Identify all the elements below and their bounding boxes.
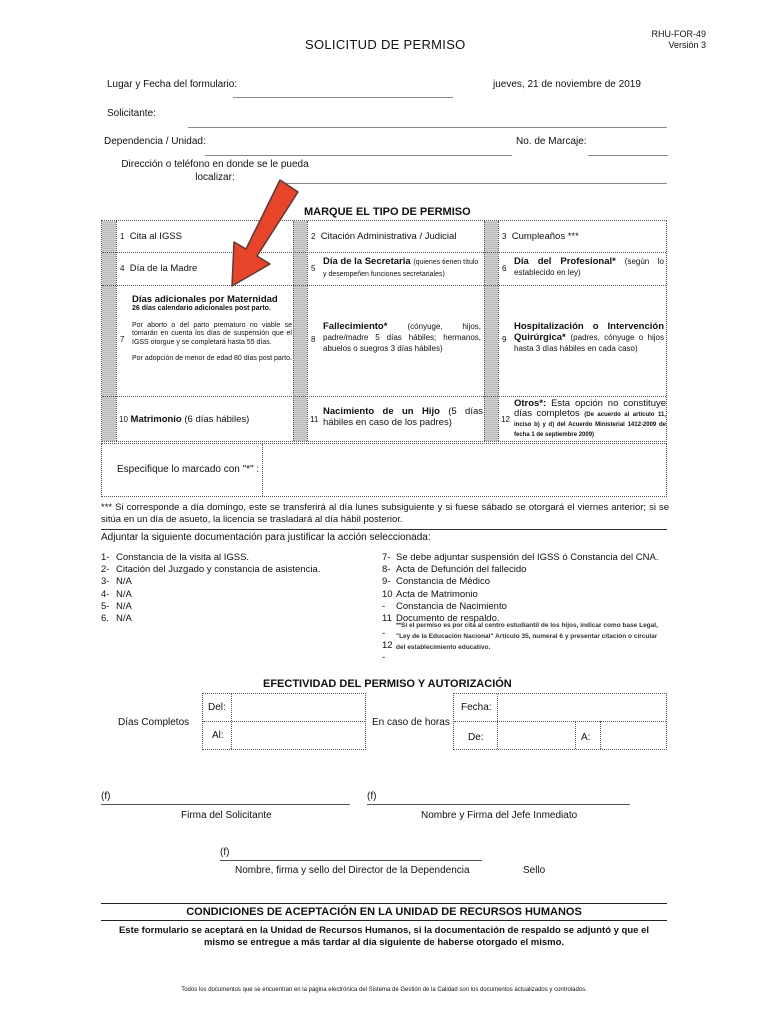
contact-label-line2: localizar: [195, 172, 235, 183]
form-code [620, 29, 706, 51]
permit-option-4[interactable] [120, 263, 197, 274]
hour-to-field[interactable] [602, 723, 665, 748]
place-date-field[interactable] [233, 97, 453, 98]
option-5-number: 5 [311, 264, 316, 273]
days-from-to-box [202, 693, 366, 750]
option-12-note: Esta opción no constituye días completos [514, 398, 667, 419]
option-7-number: 7 [120, 335, 125, 344]
red-arrow-pointer-icon [210, 178, 310, 298]
director-signature-f: (f) [220, 847, 230, 858]
footer-note: Todos los documentos que se encuentran en la página electrónica del Sistema de Gestión de la Calidad son los documentos actualizados y controlados. [181, 987, 587, 993]
unit-label: Dependencia / Unidad: [104, 136, 206, 147]
applicant-signature-line[interactable] [101, 804, 350, 805]
option-4-number: 4 [120, 264, 125, 273]
checkbox-strip-col3[interactable] [484, 221, 498, 441]
option-10-number: 10 [119, 415, 128, 424]
applicant-label: Solicitante: [107, 108, 156, 119]
option-2-label: Citación Administrativa / Judicial [320, 231, 457, 242]
option-11-label: Nacimiento de un Hijo [323, 406, 440, 417]
docs-right-list [382, 552, 670, 625]
effectivity-title: EFECTIVIDAD DEL PERMISO Y AUTORIZACIÓN [263, 678, 512, 690]
a-label: A: [581, 732, 591, 743]
applicant-field[interactable] [188, 127, 667, 128]
option-2-number: 2 [311, 232, 316, 241]
boss-signature-line[interactable] [367, 804, 630, 805]
option-9-label: Hospitalización o Intervención Quirúrgica* [514, 321, 664, 343]
docs-left-item: 6. N/A [101, 613, 132, 625]
form-version: Versión 3 [668, 40, 706, 50]
permit-option-3[interactable] [502, 231, 579, 242]
specify-label: Especifique lo marcado con "*" : [117, 464, 260, 475]
docs-right-item: 11 Documento de respaldo. [382, 613, 500, 625]
director-signature-line[interactable] [220, 860, 482, 861]
permit-option-5[interactable] [323, 256, 481, 279]
option-5-note: (quienes tienen título y desempeñen funciones secretariales) [323, 259, 479, 278]
option-7-abortion: Por aborto o del parto prematuro no viable se tomarán en cuenta los días de suspensión que el IGSS otorgue y se completará hasta 55 días. [132, 321, 292, 346]
docs-left-item: 5- N/A [101, 600, 132, 612]
option-12-number: 12 [501, 415, 510, 424]
place-date-label: Lugar y Fecha del formulario: [107, 79, 238, 90]
option-9-number: 9 [502, 335, 507, 344]
docs-left-item: 1- Constancia de la visita al IGSS. [101, 552, 250, 563]
option-12-legal-ref: (De acuerdo al artículo 11, inciso b) y d) del Acuerdo Ministerial 1412-2009 de fecha 1 de septiembre 2009) [514, 412, 666, 438]
to-label: Al: [212, 730, 224, 741]
option-10-note: (6 días hábiles) [184, 414, 250, 425]
footnote-text: *** Si corresponde a día domingo, este se transferirá al día lunes subsiguiente y si fuese sábado se otorgará el viernes anterior; si se sitúa en un día de asueto, la licencia se trasladará al día hábil posterior. [101, 502, 669, 525]
from-date-field[interactable] [233, 695, 363, 720]
seal-label: Sello [523, 865, 546, 876]
option-11-number: 11 [310, 415, 319, 424]
permit-grid [101, 220, 667, 442]
option-8-label: Fallecimiento* [323, 321, 388, 332]
option-12-label: Otros*: [514, 398, 547, 409]
docs-right-markers: - 12 - [382, 628, 393, 663]
unit-field[interactable] [205, 155, 512, 156]
permit-option-11[interactable] [323, 406, 483, 428]
permit-option-2[interactable] [311, 231, 456, 242]
permit-option-12[interactable] [514, 399, 666, 439]
option-6-note: (según lo establecido en ley) [514, 257, 664, 277]
option-1-label: Cita al IGSS [129, 231, 183, 242]
docs-left-item: 2- Citación del Juzgado y constancia de asistencia. [101, 564, 321, 576]
docs-left-item: 3- N/A [101, 576, 132, 588]
option-5-label: Día de la Secretaria [323, 256, 411, 267]
docs-right-item: 10 Acta de Matrimonio [382, 588, 478, 600]
option-7-sub: 26 días calendario adicionales post parto. [132, 305, 271, 312]
permit-option-9[interactable] [514, 321, 664, 354]
option-3-number: 3 [502, 232, 507, 241]
permit-option-1[interactable] [120, 231, 182, 242]
full-days-label: Días Completos [118, 717, 190, 728]
hours-case-label: En caso de horas [372, 717, 450, 728]
specify-field[interactable] [264, 446, 664, 494]
applicant-signature-f: (f) [101, 791, 111, 802]
date-label: Fecha: [461, 702, 492, 713]
option-10-label: Matrimonio [130, 414, 182, 425]
docs-11-note: **Si el permiso es por cita al centro estudiantil de los hijos, indicar como base Legal, "Ley de la Educación Nacional" Artículo 35, numeral 6 y presentar citación o circular del establecimiento educativo. [396, 622, 658, 651]
date-field[interactable] [499, 695, 665, 720]
permit-option-7[interactable] [132, 294, 292, 364]
option-1-number: 1 [120, 232, 125, 241]
option-4-label: Día de la Madre [129, 263, 198, 274]
option-7-label: Días adicionales por Maternidad [132, 294, 278, 305]
docs-right-item: - Constancia de Nacimiento [382, 600, 507, 612]
option-6-label: Día del Profesional* [514, 256, 616, 267]
hour-from-field[interactable] [499, 723, 574, 748]
place-date-value: jueves, 21 de noviembre de 2019 [493, 79, 641, 90]
applicant-signature-label: Firma del Solicitante [181, 810, 272, 821]
hours-box [453, 693, 667, 750]
marking-label: No. de Marcaje: [516, 136, 587, 147]
option-8-note: (cónyuge, hijos, padre/madre 5 días hábiles; hermanos, abuelos o suegros 3 días hábiles) [323, 322, 481, 353]
checkbox-strip-col1[interactable] [102, 221, 116, 441]
specify-box [101, 443, 667, 497]
from-label: Del: [208, 702, 226, 713]
marking-field[interactable] [588, 155, 668, 156]
option-3-label: Cumpleaños *** [511, 231, 579, 242]
docs-right-item: 8- Acta de Defunción del fallecido [382, 564, 527, 576]
boss-signature-label: Nombre y Firma del Jefe Inmediato [421, 810, 578, 821]
de-label: De: [468, 732, 484, 743]
permit-section-title: MARQUE EL TIPO DE PERMISO [304, 206, 471, 218]
option-11-note: (5 días hábiles en caso de los padres) [323, 406, 484, 428]
docs-intro: Adjuntar la siguiente documentación para justificar la acción seleccionada: [101, 532, 431, 543]
form-code-id: RHU-FOR-49 [651, 29, 706, 39]
permit-option-10[interactable] [119, 414, 249, 425]
option-7-adoption: Por adopción de menor de edad 80 días post parto. [132, 355, 292, 362]
docs-left-list [101, 552, 371, 625]
boss-signature-f: (f) [367, 791, 377, 802]
to-date-field[interactable] [233, 723, 363, 748]
director-signature-label: Nombre, firma y sello del Director de la Dependencia [235, 865, 470, 876]
docs-right-item: 9- Constancia de Médico [382, 576, 490, 588]
contact-field[interactable] [280, 183, 667, 184]
conditions-text: Este formulario se aceptará en la Unidad de Recursos Humanos, si la documentación de respaldo se adjuntó y que el mismo se entregue a más tardar al día siguiente de haberse otorgado el mismo. [118, 925, 650, 948]
permit-option-8[interactable] [323, 321, 481, 354]
form-title: SOLICITUD DE PERMISO [305, 37, 466, 52]
contact-label-line1: Dirección o teléfono en donde se le pueda [121, 159, 309, 170]
docs-right-item: 7- Se debe adjuntar suspensión del IGSS ó Constancia del CNA. [382, 552, 659, 563]
conditions-title: CONDICIONES DE ACEPTACIÓN EN LA UNIDAD DE RECURSOS HUMANOS [101, 903, 667, 921]
option-9-note: (padres, cónyuge o hijos hasta 3 días hábiles en cada caso) [514, 333, 664, 353]
docs-left-item: 4- N/A [101, 588, 132, 600]
option-6-number: 6 [502, 264, 507, 273]
permit-option-6[interactable] [514, 256, 664, 278]
option-8-number: 8 [311, 335, 316, 344]
